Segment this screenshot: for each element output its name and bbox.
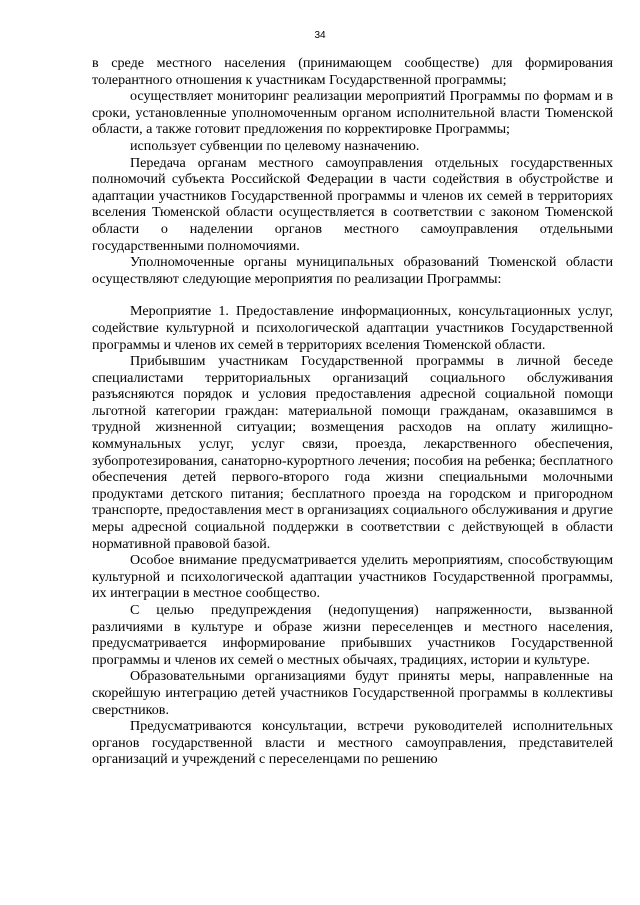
paragraph-continuation: в среде местного населения (принимающем сообществе) для формирования толерантного отношения к участникам Государственной программы; — [92, 55, 613, 88]
paragraph-authorized-bodies: Уполномоченные органы муниципальных образований Тюменской области осуществляют следующие мероприятия по реализации Программы: — [92, 254, 613, 287]
paragraph-monitoring: осуществляет мониторинг реализации мероприятий Программы по формам и в сроки, установленные уполномоченным органом исполнительной власти Тюменской области, а также готовит предложения по корректировке Программы; — [92, 88, 613, 138]
paragraph-tension-prevention: С целью предупреждения (недопущения) напряженности, вызванной различиями в культуре и образе жизни переселенцев и местного населения, предусматривается информирование прибывших участников Государственной программы и членов их семей о местных обычаях, традициях, истории и культуре. — [92, 602, 613, 668]
document-body — [92, 55, 613, 768]
paragraph-education: Образовательными организациями будут приняты меры, направленные на скорейшую интеграцию детей участников Государственной программы в коллективы сверстников. — [92, 668, 613, 718]
paragraph-special-attention: Особое внимание предусматривается уделить мероприятиям, способствующим культурной и психологической адаптации участников Государственной программы, их интеграции в местное сообщество. — [92, 552, 613, 602]
paragraph-measure-1: Мероприятие 1. Предоставление информационных, консультационных услуг, содействие культурной и психологической адаптации участников Государственной программы и членов их семей в территориях вселения Тюменской области. — [92, 303, 613, 353]
page-number: 34 — [314, 30, 326, 41]
paragraph-subventions: использует субвенции по целевому назначению. — [130, 137, 420, 154]
paragraph-consultations: Предусматриваются консультации, встречи руководителей исполнительных органов государственной власти и местного самоуправления, представителей организаций и учреждений с переселенцами по решению — [92, 718, 613, 768]
paragraph-delegation: Передача органам местного самоуправления отдельных государственных полномочий субъекта Российской Федерации в части содействия в обустройстве и адаптации участников Государственной программы и членов их семей в территориях вселения Тюменской области осуществляется в соответствии с законом Тюменской области о наделении органов местного самоуправления отдельными государственными полномочиями. — [92, 154, 613, 254]
paragraph-social-assistance: Прибывшим участникам Государственной программы в личной беседе специалистами территориальных организаций социального обслуживания разъясняются порядок и условия предоставления адресной социальной помощи льготной категории граждан: материальной помощи гражданам, оказавшимся в трудной жизненной ситуации; возмещения расходов на оплату жилищно-коммунальных услуг, услуг связи, проезда, лекарственного обеспечения, зубопротезирования, санаторно-курортного лечения; пособия на ребенка; бесплатного обеспечения детей первого-второго года жизни специальными молочными продуктами детского питания; бесплатного проезда на городском и пригородном транспорте, предоставления мест в организациях социального обслуживания и другие меры адресной социальной поддержки в соответствии с действующей в области нормативной правовой базой. — [92, 353, 613, 552]
